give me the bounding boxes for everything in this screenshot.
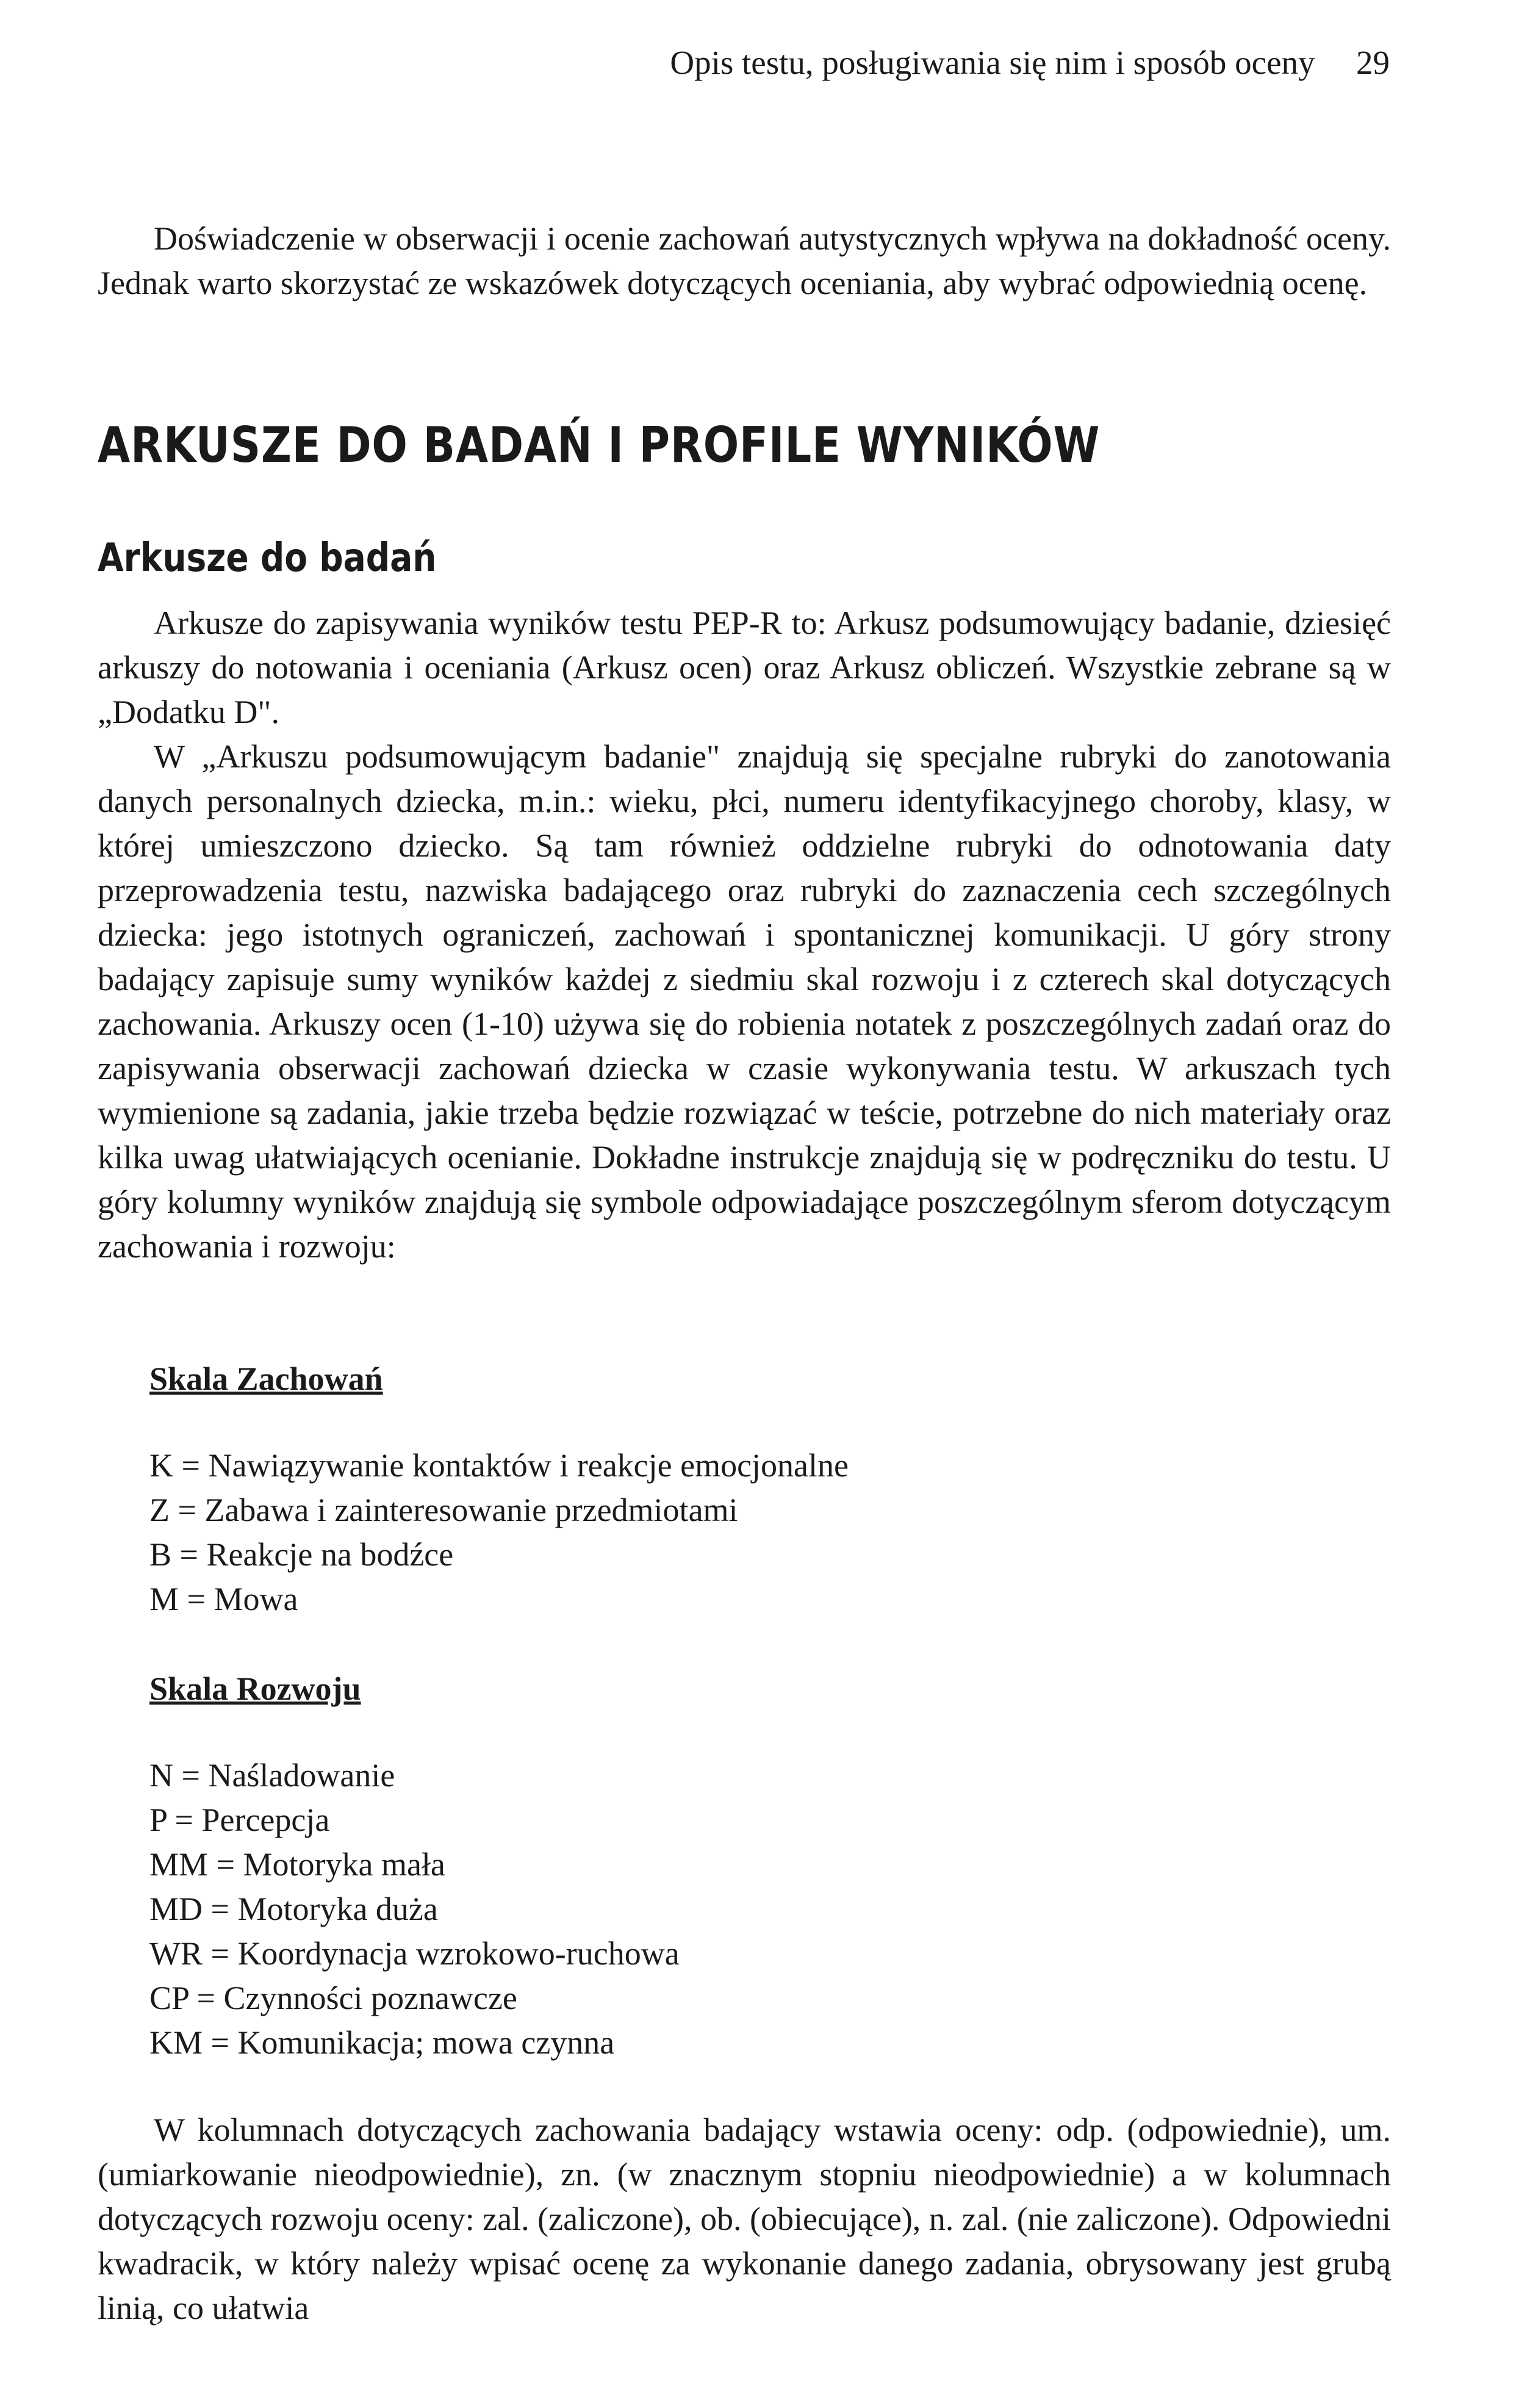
development-scale-list: [149, 1753, 680, 2065]
behavior-scale-title: Skala Zachowań: [149, 1360, 383, 1397]
section-title: ARKUSZE DO BADAŃ I PROFILE WYNIKÓW: [98, 417, 1101, 473]
paragraph-2: W „Arkuszu podsumowującym badanie" znajdują się specjalne rubryki do zanotowania danych personalnych dziecka, m.in.: wieku, płci, numeru identyfikacyjnego choroby, klasy, w której umieszczono dziecko. Są tam również oddzielne rubryki do odnotowania daty przeprowadzenia testu, nazwiska badającego oraz rubryki do zaznaczenia cech szczególnych dziecka: jego istotnych ograniczeń, zachowań i spontanicznej komunikacji. U góry strony badający zapisuje sumy wyników każdej z siedmiu skal rozwoju i z czterech skal dotyczących zachowania. Arkuszy ocen (1-10) używa się do robienia notatek z poszczególnych zadań oraz do zapisywania obserwacji zachowań dziecka w czasie wykonywania testu. W arkuszach tych wymienione są zadania, jakie trzeba będzie rozwiązać w teście, potrzebne do nich materiały oraz kilka uwag ułatwiających ocenianie. Dokładne instrukcje znajdują się w podręczniku do testu. U góry kolumny wyników znajdują się symbole odpowiadające poszczególnym sferom dotyczącym zachowania i rozwoju:: [98, 738, 1391, 1265]
running-head-title: Opis testu, posługiwania się nim i sposób oceny: [670, 44, 1315, 81]
paragraph-1: Arkusze do zapisywania wyników testu PEP-R to: Arkusz podsumowujący badanie, dziesięć arkuszy do notowania i oceniania (Arkusz ocen) oraz Arkusz obliczeń. Wszystkie zebrane są w „Dodatku D".: [98, 605, 1391, 730]
list-item: KM = Komunikacja; mowa czynna: [149, 2024, 615, 2061]
list-item: Z = Zabawa i zainteresowanie przedmiotami: [149, 1492, 738, 1528]
development-scale-title: Skala Rozwoju: [149, 1670, 361, 1707]
list-item: K = Nawiązywanie kontaktów i reakcje emocjonalne: [149, 1447, 849, 1484]
list-item: M = Mowa: [149, 1581, 298, 1617]
running-head: [98, 41, 1390, 84]
list-item: MD = Motoryka duża: [149, 1891, 438, 1927]
subsection-title: Arkusze do badań: [98, 536, 437, 581]
list-item: WR = Koordynacja wzrokowo-ruchowa: [149, 1935, 680, 1972]
list-item: CP = Czynności poznawcze: [149, 1980, 517, 2016]
closing-paragraph: W kolumnach dotyczących zachowania badający wstawia oceny: odp. (odpowiednie), um. (umiarkowanie nieodpowiednie), zn. (w znacznym stopniu nieodpowiednie) a w kolumnach dotyczących rozwoju oceny: zal. (zaliczone), ob. (obiecujące), n. zal. (nie zaliczone). Odpowiedni kwadracik, w który należy wpisać ocenę za wykonanie danego zadania, obrysowany jest grubą linią, co ułatwia: [98, 2111, 1391, 2326]
page-number: 29: [1356, 44, 1390, 81]
list-item: B = Reakcje na bodźce: [149, 1536, 454, 1573]
list-item: MM = Motoryka mała: [149, 1846, 445, 1883]
list-item: N = Naśladowanie: [149, 1757, 395, 1794]
list-item: P = Percepcja: [149, 1802, 330, 1838]
intro-paragraph: Doświadczenie w obserwacji i ocenie zachowań autystycznych wpływa na dokładność oceny. Jednak warto skorzystać ze wskazówek dotyczących oceniania, aby wybrać odpowiednią ocenę.: [98, 220, 1391, 301]
behavior-scale-list: [149, 1443, 849, 1622]
